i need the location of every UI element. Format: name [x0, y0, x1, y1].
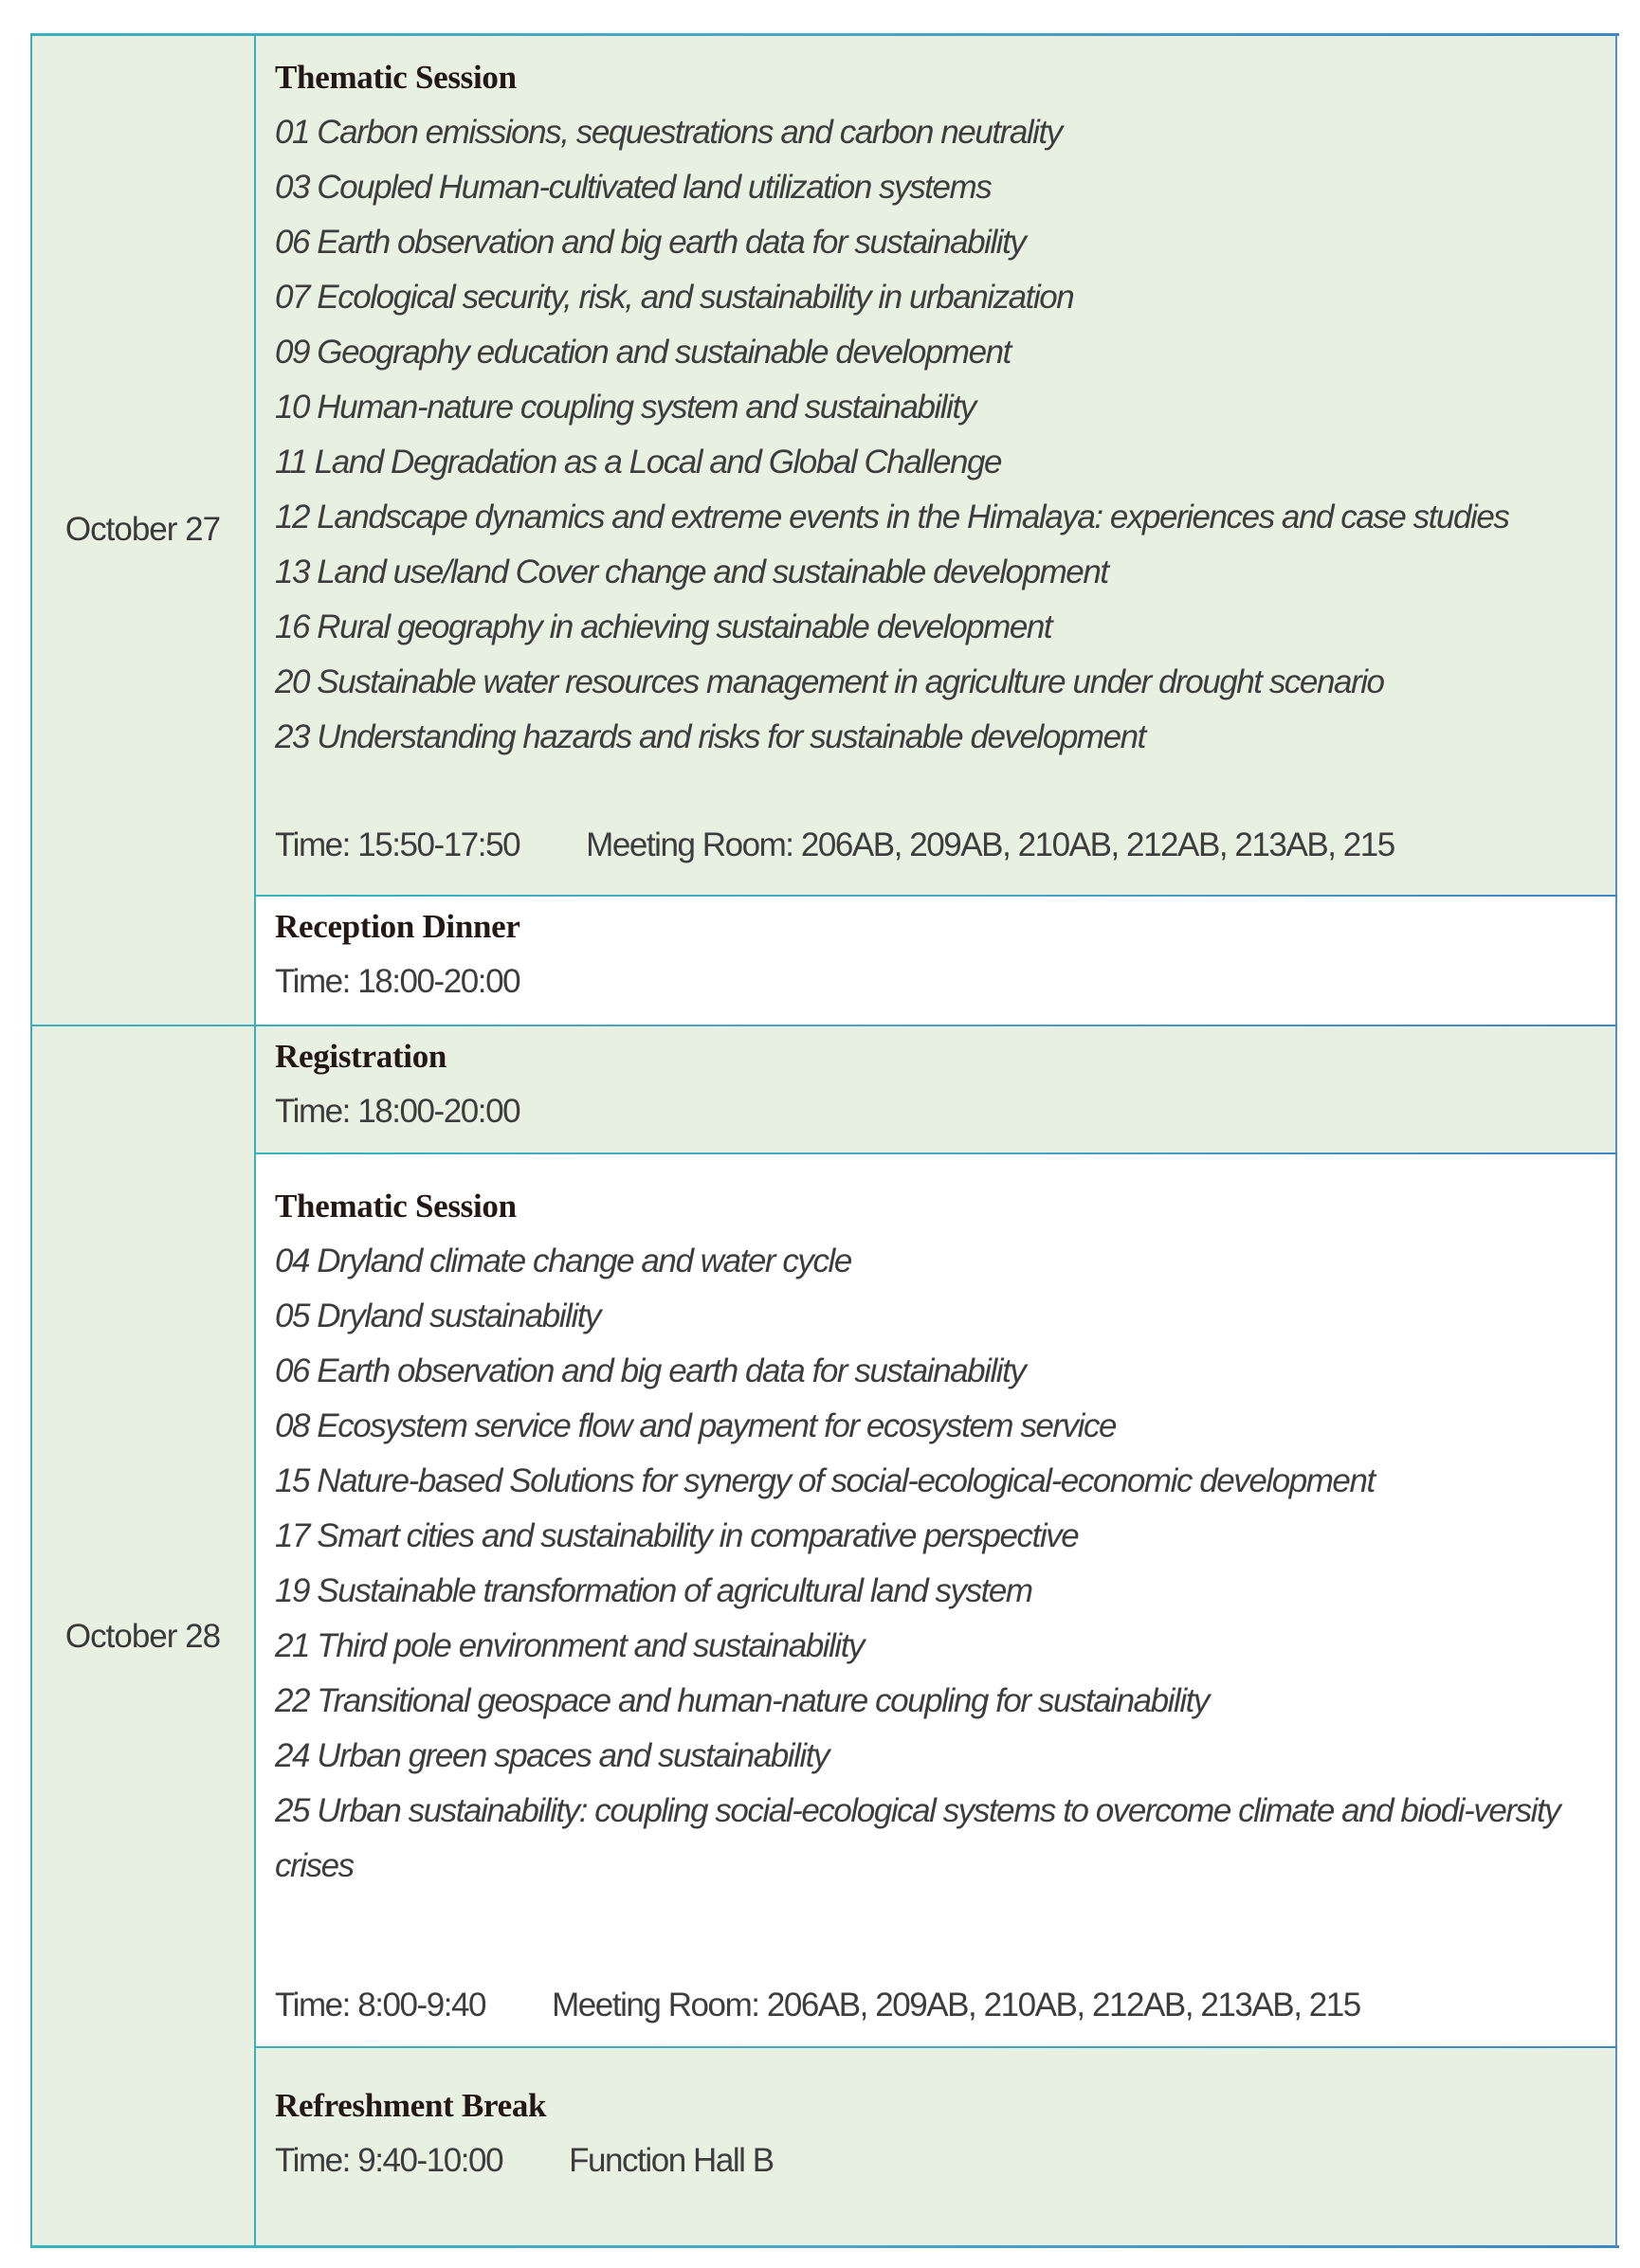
block-time: Time: 9:40-10:00	[275, 2142, 503, 2179]
session-time: Time: 8:00-9:40	[275, 1987, 486, 2023]
session-item: 25 Urban sustainability: coupling social-ecological systems to overcome climate and biodi-versity crises	[275, 1792, 1560, 1884]
session-item: 04 Dryland climate change and water cycle	[275, 1243, 851, 1279]
row-divider	[254, 2046, 1617, 2048]
session-item: 12 Landscape dynamics and extreme events in the Himalaya: experiences and case studies	[275, 499, 1509, 535]
thematic-session-block-oct27	[255, 34, 1617, 896]
session-item: 06 Earth observation and big earth data for sustainability	[275, 1352, 1026, 1389]
session-item: 22 Transitional geospace and human-nature coupling for sustainability	[275, 1682, 1209, 1719]
column-divider	[254, 34, 256, 2247]
session-item: 03 Coupled Human-cultivated land utilization systems	[275, 169, 992, 206]
session-time: Time: 15:50-17:50	[275, 826, 520, 863]
session-item: 17 Smart cities and sustainability in comparative perspective	[275, 1517, 1079, 1554]
session-list	[275, 1234, 1617, 1894]
refreshment-break-block	[255, 2047, 1617, 2247]
session-item: 05 Dryland sustainability	[275, 1297, 601, 1334]
session-item: 23 Understanding hazards and risks for sustainable development	[275, 718, 1145, 755]
session-item: 01 Carbon emissions, sequestrations and carbon neutrality	[275, 114, 1062, 151]
table-right-border	[1615, 34, 1617, 2247]
session-item: 06 Earth observation and big earth data for sustainability	[275, 224, 1026, 261]
registration-block	[255, 1025, 1617, 1153]
session-list	[275, 105, 1617, 765]
session-item: 19 Sustainable transformation of agricultural land system	[275, 1572, 1032, 1609]
session-item: 09 Geography education and sustainable development	[275, 334, 1011, 371]
row-divider	[254, 1152, 1617, 1154]
block-meta	[275, 2133, 1617, 2188]
date-cell-oct28	[30, 1025, 255, 2247]
date-label: October 27	[64, 511, 221, 548]
session-item: 08 Ecosystem service flow and payment for ecosystem service	[275, 1407, 1117, 1444]
thematic-session-block-oct28	[255, 1153, 1617, 2047]
day-divider	[30, 1025, 1617, 1026]
block-title: Reception Dinner	[275, 908, 520, 945]
session-item: 11 Land Degradation as a Local and Global Challenge	[275, 444, 1002, 481]
reception-dinner-block	[255, 896, 1617, 1025]
session-item: 13 Land use/land Cover change and sustainable development	[275, 553, 1108, 590]
block-title: Thematic Session	[275, 1188, 517, 1225]
date-label: October 28	[64, 1617, 221, 1655]
session-item: 24 Urban green spaces and sustainability	[275, 1737, 829, 1774]
session-item: 15 Nature-based Solutions for synergy of social-ecological-economic development	[275, 1462, 1375, 1499]
block-title: Registration	[275, 1038, 447, 1075]
session-item: 10 Human-nature coupling system and sustainability	[275, 389, 975, 426]
date-cell-oct27	[30, 34, 255, 1025]
block-time: Time: 18:00-20:00	[275, 1093, 520, 1130]
block-title: Refreshment Break	[275, 2087, 547, 2124]
session-meta	[275, 818, 1617, 873]
session-meta	[275, 1978, 1617, 2033]
session-item: 07 Ecological security, risk, and sustainability in urbanization	[275, 279, 1074, 316]
session-location: Meeting Room: 206AB, 209AB, 210AB, 212AB, 213AB, 215	[552, 1987, 1360, 2023]
block-time: Time: 18:00-20:00	[275, 963, 520, 1000]
schedule-table	[30, 34, 1617, 2247]
table-top-border	[30, 33, 1619, 36]
row-divider	[254, 895, 1617, 897]
session-item: 21 Third pole environment and sustainability	[275, 1627, 865, 1664]
table-bottom-border	[30, 2245, 1619, 2248]
table-left-border	[30, 34, 32, 2247]
session-item: 16 Rural geography in achieving sustainable development	[275, 608, 1052, 645]
session-item: 20 Sustainable water resources management in agriculture under drought scenario	[275, 663, 1384, 700]
block-title: Thematic Session	[275, 59, 517, 96]
session-location: Meeting Room: 206AB, 209AB, 210AB, 212AB, 213AB, 215	[586, 826, 1394, 863]
block-location: Function Hall B	[569, 2142, 774, 2179]
